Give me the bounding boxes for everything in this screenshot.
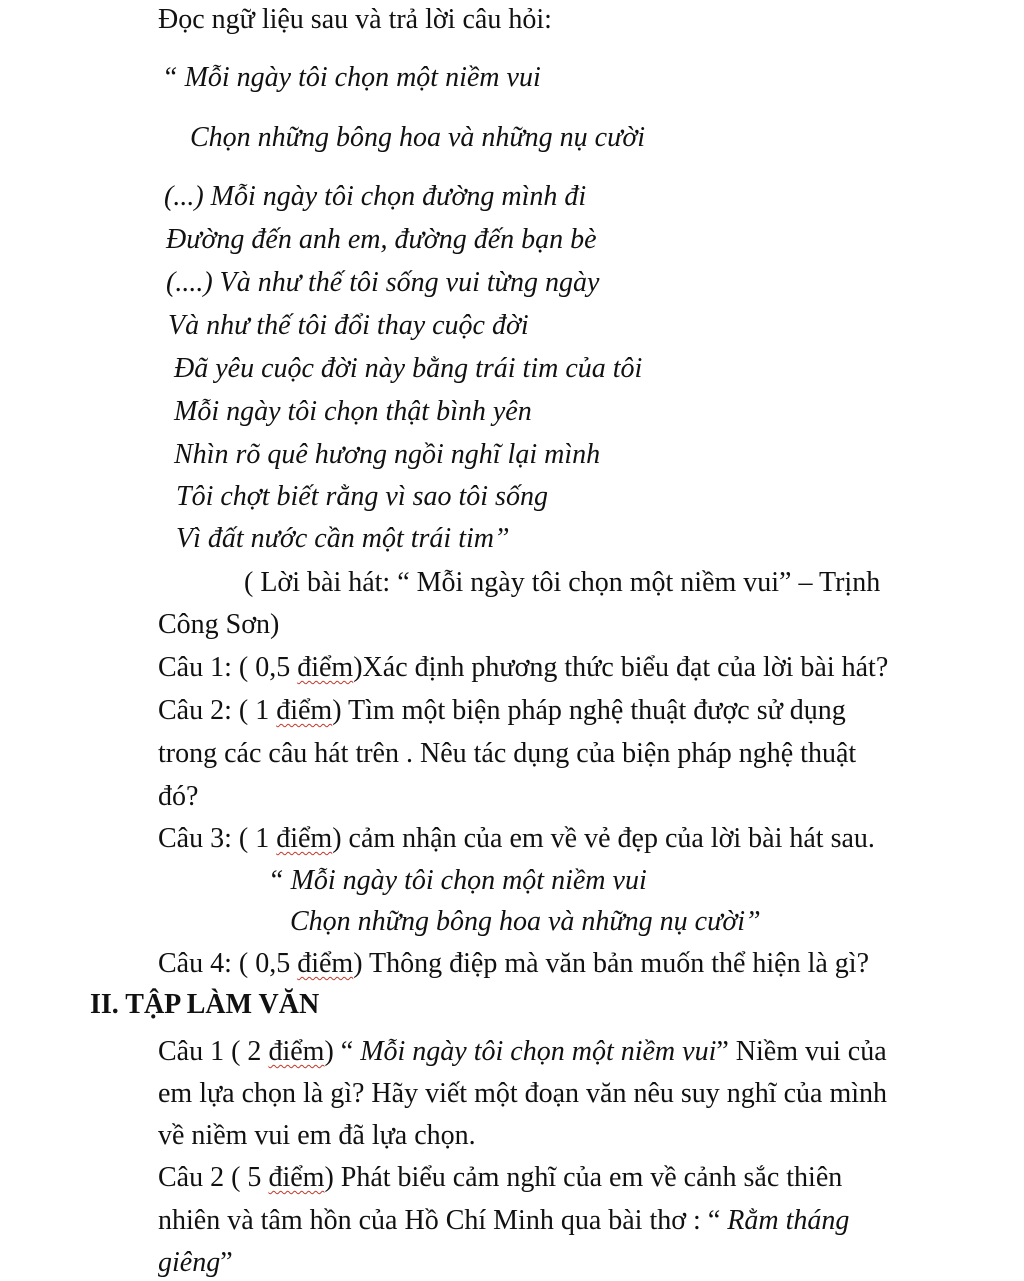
poem-line: “ Mỗi ngày tôi chọn một niềm vui: [162, 62, 541, 93]
poem-line: Nhìn rõ quê hương ngồi nghĩ lại mình: [174, 439, 601, 470]
spellcheck-word: điểm: [297, 948, 354, 979]
poem-line: Đường đến anh em, đường đến bạn bè: [166, 224, 597, 255]
spellcheck-word: điểm: [268, 1162, 325, 1193]
question-1: Câu 1: ( 0,5 điểm)Xác định phương thức biểu đạt của lời bài hát?: [158, 652, 889, 683]
source-attribution-cont: Công Sơn): [158, 609, 280, 640]
writing-task-2-line-3: giêng”: [158, 1247, 233, 1278]
question-2-line-2: trong các câu hát trên . Nêu tác dụng của biện pháp nghệ thuật: [158, 738, 857, 769]
spellcheck-word: điểm: [276, 823, 333, 854]
writing-task-2: Câu 2 ( 5 điểm) Phát biểu cảm nghĩ của em về cảnh sắc thiên: [158, 1162, 843, 1193]
section-heading: II. TẬP LÀM VĂN: [90, 989, 320, 1020]
question-3: Câu 3: ( 1 điểm) cảm nhận của em về vẻ đẹp của lời bài hát sau.: [158, 823, 875, 854]
writing-task-1-line-3: về niềm vui em đã lựa chọn.: [158, 1120, 476, 1151]
source-attribution: ( Lời bài hát: “ Mỗi ngày tôi chọn một niềm vui” – Trịnh: [244, 567, 881, 598]
poem-line: (....) Và như thế tôi sống vui từng ngày: [166, 267, 600, 298]
spellcheck-word: điểm: [268, 1036, 325, 1067]
intro-instruction: Đọc ngữ liệu sau và trả lời câu hỏi:: [158, 4, 552, 35]
question-2: Câu 2: ( 1 điểm) Tìm một biện pháp nghệ thuật được sử dụng: [158, 695, 846, 726]
question-2-line-3: đó?: [158, 781, 199, 812]
poem-line: Chọn những bông hoa và những nụ cười: [190, 122, 646, 153]
spellcheck-word: điểm: [297, 652, 354, 683]
question-3-quote-line: Chọn những bông hoa và những nụ cười”: [290, 906, 761, 937]
poem-line: (...) Mỗi ngày tôi chọn đường mình đi: [164, 181, 587, 212]
poem-line: Mỗi ngày tôi chọn thật bình yên: [174, 396, 532, 427]
question-4: Câu 4: ( 0,5 điểm) Thông điệp mà văn bản muốn thể hiện là gì?: [158, 948, 870, 979]
question-3-quote-line: “ Mỗi ngày tôi chọn một niềm vui: [268, 865, 647, 896]
poem-line: Tôi chợt biết rằng vì sao tôi sống: [176, 481, 548, 512]
writing-task-1-line-2: em lựa chọn là gì? Hãy viết một đoạn văn nêu suy nghĩ của mình: [158, 1078, 887, 1109]
writing-task-2-line-2: nhiên và tâm hồn của Hồ Chí Minh qua bài thơ : “ Rằm tháng: [158, 1205, 850, 1236]
spellcheck-word: điểm: [276, 695, 333, 726]
writing-task-1: Câu 1 ( 2 điểm) “ Mỗi ngày tôi chọn một niềm vui” Niềm vui của: [158, 1036, 887, 1067]
poem-line: Đã yêu cuộc đời này bằng trái tim của tôi: [174, 353, 643, 384]
poem-line: Vì đất nước cần một trái tim”: [176, 523, 510, 554]
poem-line: Và như thế tôi đổi thay cuộc đời: [168, 310, 529, 341]
